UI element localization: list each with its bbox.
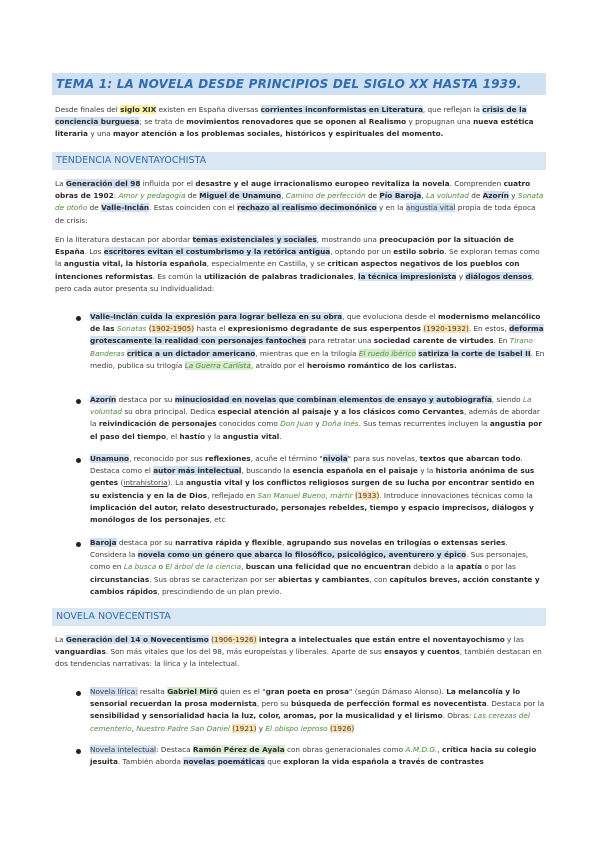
text: . Estas coinciden con el bbox=[149, 203, 238, 213]
page-title: TEMA 1: LA NOVELA DESDE PRINCIPIOS DEL SIGLO XX HASTA 1939. bbox=[52, 73, 546, 95]
work-title: Nuestro Padre San Daniel bbox=[136, 723, 230, 733]
text: . Son más vitales que los del 98, más europeístas y liberales. Aparte de sus bbox=[105, 647, 385, 657]
bold-text: historia anónima de sus gentes bbox=[90, 466, 535, 488]
text: La bbox=[55, 635, 66, 644]
bold-desastre: desastre y el auge irracionalismo europeo revitaliza la novela bbox=[195, 179, 450, 188]
text: , reflejado en bbox=[207, 490, 258, 500]
author-name: Valle-Inclán bbox=[101, 203, 150, 213]
text: . Obras: bbox=[442, 711, 474, 721]
text: ). La bbox=[167, 478, 186, 488]
bullet-dot bbox=[76, 691, 81, 696]
text: , bbox=[282, 538, 287, 547]
year: (1933) bbox=[355, 490, 380, 500]
bullet-dot bbox=[76, 458, 81, 463]
bold-mayor: mayor atención a los problemas sociales, históricos y espirituales del momento. bbox=[113, 129, 444, 139]
text: , buscando la bbox=[241, 466, 293, 476]
bullet-dot bbox=[76, 749, 81, 754]
text: La bbox=[55, 179, 66, 188]
author-name: Baroja bbox=[90, 538, 117, 547]
year: (1921) bbox=[232, 723, 257, 733]
work-title: Sonata de otoño bbox=[55, 191, 544, 213]
bold-nueva: nueva estética literaria bbox=[55, 117, 534, 139]
work-title: La Guerra Carlista bbox=[184, 360, 251, 370]
author-name: Ramón Pérez de Ayala bbox=[192, 745, 285, 754]
work-title: Camino de perfección bbox=[285, 191, 366, 201]
text: hasta el bbox=[194, 324, 228, 334]
bold-text: integra a intelectuales que están entre el noventayochismo bbox=[258, 635, 505, 644]
text: destaca por su bbox=[116, 538, 176, 547]
work-title: La voluntad bbox=[90, 395, 532, 417]
highlight-tecnica: la técnica impresionista bbox=[358, 271, 457, 281]
highlight-angustia: angustia vital bbox=[405, 203, 456, 213]
text: de bbox=[365, 191, 380, 201]
bold-angustia: angustia vital, la historia española bbox=[63, 259, 207, 269]
text: . Es común la bbox=[152, 271, 205, 281]
text: , con bbox=[369, 574, 390, 584]
work-title: Amor y pedagogía bbox=[118, 191, 186, 201]
bold-text: agrupando sus novelas en trilogías o extensas series bbox=[286, 538, 506, 547]
year: (1920-1932) bbox=[423, 324, 469, 334]
text: , pero su bbox=[256, 699, 291, 709]
highlight-corrientes: corrientes inconformistas en Literatura bbox=[260, 105, 423, 114]
bold-text: ensayos y cuentos bbox=[384, 647, 460, 657]
bold-text: angustia vital bbox=[222, 431, 280, 441]
author-name: Miguel de Unamuno bbox=[199, 191, 282, 201]
author-name: Pío Baroja bbox=[379, 191, 422, 201]
bold-text: heroísmo romántico de los carlistas. bbox=[307, 360, 457, 370]
year: (1902-1905) bbox=[148, 324, 195, 334]
author-name: Azorín bbox=[482, 191, 509, 201]
text: , además de abordar la bbox=[90, 407, 540, 429]
bold-movimientos: movimientos renovadores que se oponen al Realismo bbox=[186, 117, 407, 127]
text: su obra principal. Dedica bbox=[122, 407, 218, 417]
text: . Se exploran temas como la bbox=[55, 247, 540, 269]
text: , bbox=[437, 745, 443, 754]
text: , bbox=[241, 562, 246, 572]
highlight-temas: temas existenciales y sociales bbox=[192, 235, 317, 244]
text: existen en España diversas bbox=[156, 105, 261, 114]
highlight-text: nivola bbox=[322, 454, 348, 463]
text: con obras generacionales como bbox=[284, 745, 406, 754]
bold-text: expresionismo degradante de sus esperpentos bbox=[227, 324, 422, 334]
bold-text: hastío bbox=[179, 431, 205, 441]
text: de bbox=[468, 191, 483, 201]
bold-text: capítulos breves, acción constante y cambios rápidos bbox=[90, 574, 540, 596]
work-title: La busca bbox=[123, 562, 157, 572]
text: y una bbox=[88, 129, 113, 139]
bullet-dot bbox=[76, 316, 81, 321]
text: influida por el bbox=[140, 179, 196, 188]
bold-text: sociedad carente de virtudes bbox=[373, 336, 494, 346]
text: o bbox=[156, 562, 166, 572]
work-title: El ruedo ibérico bbox=[358, 348, 416, 358]
work-title: La voluntad bbox=[426, 191, 469, 201]
bold-text: vanguardias bbox=[55, 647, 106, 657]
text: , pero cada autor presenta su individualidad: bbox=[55, 271, 535, 293]
text: resalta bbox=[137, 687, 168, 696]
text: , mostrando una bbox=[316, 235, 380, 244]
text: , acuñe el término " bbox=[250, 454, 323, 463]
text: , bbox=[421, 191, 426, 201]
bold-text: buscan una felicidad que no encuentran bbox=[245, 562, 411, 572]
bold-text: modernismo melancólico de las bbox=[90, 312, 541, 334]
highlight-gen14: Generación del 14 o Novecentismo bbox=[65, 635, 209, 644]
text: . Introduce innovaciones técnicas como la bbox=[379, 490, 533, 500]
text: y bbox=[508, 191, 518, 201]
paragraph-98-b bbox=[55, 234, 545, 295]
section-heading-novecentista: NOVELA NOVECENTISTA bbox=[52, 608, 546, 626]
highlight-text: satiriza la corte de Isabel II bbox=[418, 348, 531, 358]
bold-text: gran poeta en prosa bbox=[265, 687, 350, 696]
highlight-text: autor más intelectual bbox=[153, 466, 242, 476]
bold-text: circunstancias bbox=[90, 574, 150, 584]
text: , bbox=[353, 271, 359, 281]
text: de bbox=[87, 203, 102, 213]
text: . También aborda bbox=[117, 757, 184, 767]
bold-text: angustia por el paso del tiempo bbox=[90, 419, 542, 441]
text: , que reflejan la bbox=[422, 105, 483, 114]
text: . Sus personajes, como en bbox=[90, 550, 529, 572]
highlight-crisis: crisis de la conciencia burguesa bbox=[55, 105, 527, 127]
author-name: Valle-Inclán bbox=[90, 312, 139, 321]
bold-cuatro: cuatro obras de 1902 bbox=[55, 179, 531, 201]
text: de bbox=[185, 191, 200, 201]
text: . Considera la bbox=[90, 538, 508, 560]
text: , el bbox=[166, 431, 180, 441]
bold-text: angustia vital y los conflictos religiosos surgen de su lucha por encontrar sentido en su existencia y en la de Dios bbox=[90, 478, 535, 500]
highlight-siglo: siglo XIX bbox=[120, 105, 157, 114]
work-title: San Manuel Bueno, mártir bbox=[257, 490, 353, 500]
text: . En estos, bbox=[468, 324, 510, 334]
text: para retratar una bbox=[306, 336, 374, 346]
bold-preocupacion: preocupación por la situación de España bbox=[55, 235, 514, 257]
text: : bbox=[113, 191, 119, 201]
work-title: A.M.D.G. bbox=[405, 745, 438, 754]
text: quien es el " bbox=[217, 687, 266, 696]
text: y las bbox=[504, 635, 524, 644]
bold-estilo: estilo sobrio bbox=[393, 247, 445, 257]
bold-text: crítica hacia su colegio jesuita bbox=[90, 745, 537, 767]
highlight-text: deforma grotescamente la realidad con personajes fantoches bbox=[90, 324, 544, 346]
author-name: Azorín bbox=[90, 395, 117, 404]
text: , prescindiendo de un plan previo. bbox=[157, 586, 282, 596]
bold-text: textos que abarcan todo bbox=[419, 454, 521, 463]
bullet-baroja bbox=[90, 537, 545, 598]
text: y la bbox=[417, 466, 436, 476]
highlight-text: novelas poemáticas bbox=[183, 757, 265, 767]
text: Desde finales del bbox=[55, 105, 121, 114]
text: . En medio, publica su trilogía bbox=[90, 348, 545, 370]
bold-text: reivindicación de personajes bbox=[98, 419, 217, 429]
bullet-dot bbox=[76, 399, 81, 404]
text: debido a la bbox=[410, 562, 457, 572]
highlight-text: novela como un género que abarca lo filosófico, psicológico, aventurero y épico bbox=[137, 550, 467, 560]
highlight-text: minuciosidad en novelas que combinan elementos de ensayo y autobiografía bbox=[174, 395, 492, 404]
intro-paragraph bbox=[55, 104, 545, 141]
text: y en la bbox=[376, 203, 406, 213]
bold-text: apatía bbox=[456, 562, 483, 572]
bold-critican: critican aspectos negativos de los pueblos con intenciones reformistas bbox=[55, 259, 520, 281]
highlight-text: cuida la expresión para lograr belleza en su obra bbox=[138, 312, 343, 321]
text: . Sus temas recurrentes incluyen la bbox=[358, 419, 490, 429]
text: . bbox=[279, 431, 282, 441]
text: y bbox=[313, 419, 323, 429]
text: destaca por su bbox=[116, 395, 175, 404]
text: , que evoluciona desde el bbox=[342, 312, 438, 321]
bold-text: narrativa rápida y flexible bbox=[175, 538, 282, 547]
work-title: Las cerezas del cementerio bbox=[90, 711, 530, 733]
bold-text: implicación del autor, relato desestructurado, personajes rebeldes, tiempo y espacio imprecisos, diálogos y monólogos de los personajes bbox=[90, 502, 534, 525]
bullet-unamuno bbox=[90, 453, 545, 526]
text: . Los bbox=[84, 247, 104, 257]
bold-text: abiertas y cambiantes bbox=[278, 574, 370, 584]
work-title: El árbol de la ciencia bbox=[165, 562, 242, 572]
paragraph-98 bbox=[55, 178, 545, 227]
bold-utilizacion: utilización de palabras tradicionales bbox=[204, 271, 354, 281]
highlight-gen98: Generación del 98 bbox=[65, 179, 141, 188]
text: : Destaca bbox=[156, 745, 193, 754]
text: ; se trata de bbox=[139, 117, 187, 127]
paragraph-14 bbox=[55, 634, 545, 671]
underlined-term: intrahistoria bbox=[123, 478, 168, 488]
text: . Sus obras se caracterizan por ser bbox=[149, 574, 279, 584]
bullet-azorin bbox=[90, 394, 545, 443]
bullet-novela-lirica bbox=[90, 686, 545, 735]
year: (1926) bbox=[329, 723, 355, 733]
text: y propugnan una bbox=[406, 117, 474, 127]
text: , optando por un bbox=[330, 247, 394, 257]
highlight-dialogos: diálogos densos bbox=[465, 271, 532, 281]
work-title: El obispo leproso bbox=[265, 723, 328, 733]
work-title: Don Juan bbox=[280, 419, 314, 429]
text: . Destaca como el bbox=[90, 454, 523, 476]
bullet-dot bbox=[76, 542, 81, 547]
work-title: Tirano Banderas bbox=[90, 336, 533, 358]
work-title: Sonatas bbox=[117, 324, 147, 334]
text: , reconocido por sus bbox=[129, 454, 206, 463]
text: . Destaca por la bbox=[486, 699, 545, 709]
category-name: Novela intelectual bbox=[90, 745, 157, 754]
bold-text: La melancolía y lo sensorial recuerdan la prosa modernista bbox=[90, 687, 521, 709]
text: ( bbox=[118, 478, 124, 488]
text: y la bbox=[204, 431, 223, 441]
text: , especialmente en Castilla, y se bbox=[206, 259, 328, 269]
text: En la literatura destacan por abordar bbox=[55, 235, 193, 244]
text: " para sus novelas, bbox=[347, 454, 420, 463]
text: y bbox=[456, 271, 466, 281]
work-title: Doña Inés bbox=[322, 419, 359, 429]
bold-text: sensibilidad y sensorialidad hacia la luz, color, aromas, por la musicalidad y el lirismo bbox=[90, 711, 443, 721]
section-heading-noventayochista: TENDENCIA NOVENTAYOCHISTA bbox=[52, 152, 546, 170]
bullet-valle-inclan bbox=[90, 311, 545, 372]
highlight-escritores: escritores evitan el costumbrismo y la retórica antigua bbox=[103, 247, 331, 257]
text: , también destacan en dos tendencias narrativas: la lírica y la intelectual. bbox=[55, 647, 542, 669]
text: , atraído por el bbox=[250, 360, 307, 370]
author-name: Gabriel Miró bbox=[167, 687, 218, 696]
text: , bbox=[131, 723, 137, 733]
author-name: Unamuno bbox=[90, 454, 130, 463]
text: conocidos como bbox=[216, 419, 281, 429]
text: , bbox=[281, 191, 286, 201]
text: , mientras que en la trilogía bbox=[255, 348, 359, 358]
bold-text: especial atención al paisaje y a los clásicos como Cervantes bbox=[217, 407, 464, 417]
text: propia de toda época de crisis: bbox=[55, 203, 536, 225]
text: y bbox=[256, 723, 266, 733]
bold-text: reflexiones bbox=[205, 454, 251, 463]
highlight-text: critica a un dictador americano bbox=[126, 348, 256, 358]
text: , siendo bbox=[491, 395, 523, 404]
text: " (según Dámaso Alonso). bbox=[349, 687, 447, 696]
bold-text: búsqueda de perfección formal es novecentista bbox=[291, 699, 487, 709]
bold-text: exploran la vida española a través de contrastes bbox=[283, 757, 484, 767]
year: (1906-1926) bbox=[211, 635, 257, 644]
bullet-novela-intelectual bbox=[90, 744, 545, 768]
text: . En bbox=[493, 336, 510, 346]
text: que bbox=[264, 757, 284, 767]
category-name: Novela lírica: bbox=[90, 687, 138, 696]
highlight-rechazo: rechazo al realismo decimonónico bbox=[237, 203, 377, 213]
text: . Comprenden bbox=[449, 179, 504, 188]
bold-text: esencia española en el paisaje bbox=[292, 466, 418, 476]
text: o por las bbox=[482, 562, 516, 572]
text: , etc bbox=[209, 515, 226, 525]
